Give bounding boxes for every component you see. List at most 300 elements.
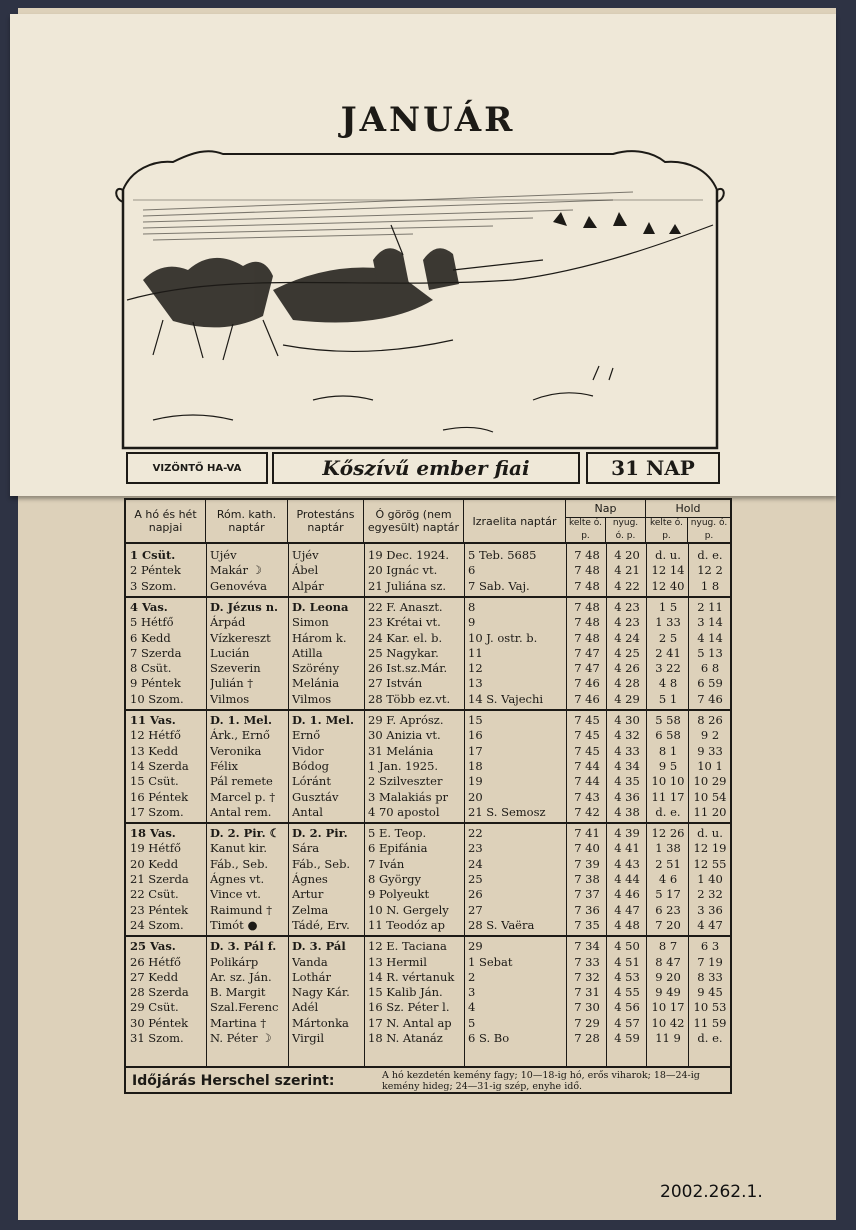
cell-mr: 2 5: [658, 630, 678, 645]
week-divider: [126, 822, 730, 824]
cell-day: 23 Péntek: [130, 902, 189, 917]
cell-jew: 6 S. Bo: [468, 1031, 510, 1045]
cell-rom: Ujév: [210, 548, 237, 562]
cell-jew: 27: [468, 902, 483, 917]
cell-prot: Antal: [292, 804, 323, 819]
cell-rom: Timót ●: [210, 917, 258, 932]
cell-mr: 8 47: [655, 954, 681, 969]
cell-prot: Bódog: [292, 758, 330, 773]
cell-ms: 7 46: [697, 691, 723, 706]
cell-day: 4 Vas.: [130, 599, 168, 614]
cell-sr: 7 34: [574, 939, 600, 954]
cell-ms: 10 53: [693, 1000, 727, 1015]
cell-rom: Vince vt.: [210, 887, 261, 902]
cell-mr: 12 14: [651, 563, 685, 578]
cell-ss: 4 36: [614, 789, 640, 804]
cell-day: 25 Vas.: [130, 939, 176, 954]
cell-day: 17 Szom.: [130, 804, 184, 819]
cell-sr: 7 29: [574, 1015, 600, 1030]
header-day: A hó és hét napjai: [126, 500, 206, 544]
cell-sr: 7 46: [574, 676, 600, 691]
cell-mr: 11 9: [655, 1031, 681, 1045]
cell-ss: 4 50: [614, 939, 640, 954]
cell-day: 15 Csüt.: [130, 774, 179, 789]
cell-jew: 23: [468, 841, 483, 856]
cell-greek: 28 Több ez.vt.: [368, 691, 451, 706]
cell-ss: 4 47: [614, 902, 640, 917]
cell-ss: 4 51: [614, 954, 640, 969]
cell-rom: Ar. sz. Ján.: [210, 969, 272, 984]
cell-ss: 4 39: [614, 826, 640, 841]
cell-ss: 4 24: [614, 630, 640, 645]
cell-ss: 4 41: [614, 841, 640, 856]
table-row: [126, 744, 730, 759]
cell-rom: Árpád: [210, 615, 246, 630]
sleigh-illustration: [113, 130, 727, 452]
cell-ss: 4 25: [614, 645, 640, 660]
cell-sr: 7 30: [574, 1000, 600, 1015]
cell-ss: 4 56: [614, 1000, 640, 1015]
cell-sr: 7 48: [574, 599, 600, 614]
cell-rom: Vízkereszt: [210, 630, 271, 645]
cell-day: 21 Szerda: [130, 872, 189, 886]
cell-greek: 19 Dec. 1924.: [368, 548, 449, 562]
cell-rom: Julián †: [210, 676, 254, 691]
cell-greek: 30 Anizia vt.: [368, 728, 441, 743]
cell-greek: 25 Nagykar.: [368, 645, 439, 660]
cell-ss: 4 28: [614, 676, 640, 691]
cell-ms: 10 1: [697, 758, 723, 773]
cell-day: 8 Csüt.: [130, 661, 172, 676]
cell-mr: 5 58: [655, 713, 681, 727]
header-moonset: nyug. ó. p.: [688, 518, 730, 544]
cell-ms: 4 14: [697, 630, 723, 645]
table-row: [126, 918, 730, 933]
table-row: [126, 713, 730, 728]
cell-rom: Polikárp: [210, 954, 259, 969]
cell-ss: 4 57: [614, 1015, 640, 1030]
cell-rom: Genovéva: [210, 578, 267, 593]
cell-rom: Szeverin: [210, 661, 261, 676]
table-row: [126, 676, 730, 691]
cell-ms: 12 55: [693, 856, 727, 871]
cell-ms: 1 8: [700, 578, 720, 593]
table-row: [126, 887, 730, 902]
cell-rom: Raimund †: [210, 902, 272, 917]
table-row: [126, 1000, 730, 1015]
cell-mr: 10 10: [651, 774, 685, 789]
table-row: [126, 826, 730, 841]
cell-prot: Lothár: [292, 969, 331, 984]
cell-jew: 6: [468, 563, 476, 578]
cell-greek: 6 Epifánia: [368, 841, 428, 856]
table-row: [126, 1016, 730, 1031]
cell-sr: 7 44: [574, 758, 600, 773]
cell-sr: 7 38: [574, 872, 600, 886]
cell-greek: 9 Polyeukt: [368, 887, 430, 902]
cell-jew: 29: [468, 939, 483, 954]
table-row: [126, 1031, 730, 1046]
cell-ms: 4 47: [697, 917, 723, 932]
cell-rom: D. 2. Pir. ☾: [210, 826, 280, 841]
cell-jew: 9: [468, 615, 476, 630]
cell-greek: 13 Hermil: [368, 954, 427, 969]
cell-jew: 16: [468, 728, 483, 743]
cell-prot: Artur: [292, 887, 324, 902]
header-sunset: nyug. ó. p.: [606, 518, 646, 544]
table-row: [126, 841, 730, 856]
cell-mr: 4 8: [658, 676, 678, 691]
cell-ss: 4 35: [614, 774, 640, 789]
cell-greek: 31 Melánia: [368, 743, 434, 758]
cell-mr: 9 5: [658, 758, 678, 773]
cell-day: 18 Vas.: [130, 826, 176, 841]
cell-mr: 10 17: [651, 1000, 685, 1015]
cell-sr: 7 39: [574, 856, 600, 871]
cell-ms: 9 33: [697, 743, 723, 758]
cell-prot: Zelma: [292, 902, 329, 917]
cell-ss: 4 22: [614, 578, 640, 593]
cell-rom: Antal rem.: [210, 804, 272, 819]
cell-greek: 15 Kalib Ján.: [368, 985, 443, 1000]
cell-ms: 2 11: [697, 599, 723, 614]
cell-greek: 14 R. vértanuk: [368, 969, 455, 984]
cell-prot: Vilmos: [292, 691, 332, 706]
cell-ms: d. e.: [697, 548, 723, 562]
cell-prot: Virgil: [292, 1031, 324, 1045]
cell-ms: 11 20: [693, 804, 727, 819]
cell-sr: 7 45: [574, 713, 600, 727]
cell-ss: 4 38: [614, 804, 640, 819]
table-row: [126, 579, 730, 594]
cell-ms: 3 14: [697, 615, 723, 630]
cell-jew: 2: [468, 969, 476, 984]
cell-sr: 7 45: [574, 728, 600, 743]
cell-jew: 1 Sebat: [468, 954, 513, 969]
cell-greek: 17 N. Antal ap: [368, 1015, 452, 1030]
cell-jew: 25: [468, 872, 483, 886]
cell-mr: 1 33: [655, 615, 681, 630]
cell-rom: Marcel p. †: [210, 789, 276, 804]
cell-sr: 7 45: [574, 743, 600, 758]
cell-day: 19 Hétfő: [130, 841, 181, 856]
cell-day: 27 Kedd: [130, 969, 179, 984]
cell-day: 26 Hétfő: [130, 954, 181, 969]
cell-greek: 2 Szilveszter: [368, 774, 443, 789]
cell-sr: 7 36: [574, 902, 600, 917]
calendar-table: [124, 498, 732, 1094]
cell-ss: 4 23: [614, 615, 640, 630]
cell-rom: Fáb., Seb.: [210, 856, 269, 871]
cell-day: 10 Szom.: [130, 691, 184, 706]
cell-day: 6 Kedd: [130, 630, 171, 645]
cell-day: 24 Szom.: [130, 917, 184, 932]
cell-rom: Árk., Ernő: [210, 728, 270, 743]
cell-mr: 2 51: [655, 856, 681, 871]
cell-jew: 19: [468, 774, 483, 789]
cell-ms: 9 2: [700, 728, 720, 743]
cell-day: 12 Hétfő: [130, 728, 181, 743]
cell-sr: 7 42: [574, 804, 600, 819]
cell-ss: 4 32: [614, 728, 640, 743]
cell-day: 30 Péntek: [130, 1015, 189, 1030]
cell-mr: 8 1: [658, 743, 678, 758]
cell-mr: d. e.: [655, 804, 681, 819]
cell-ms: 6 8: [700, 661, 720, 676]
table-row: [126, 563, 730, 578]
cell-sr: 7 48: [574, 578, 600, 593]
cell-ms: 10 54: [693, 789, 727, 804]
cell-prot: Ábel: [292, 563, 319, 578]
month-title: JANUÁR: [340, 100, 516, 140]
table-row: [126, 955, 730, 970]
cell-jew: 4: [468, 1000, 476, 1015]
week-divider: [126, 709, 730, 711]
cell-ms: 6 59: [697, 676, 723, 691]
cell-ss: 4 43: [614, 856, 640, 871]
cell-mr: 2 41: [655, 645, 681, 660]
cell-greek: 3 Malakiás pr: [368, 789, 449, 804]
cell-ms: 12 19: [693, 841, 727, 856]
table-row: [126, 970, 730, 985]
cell-jew: 15: [468, 713, 483, 727]
cell-ms: 8 26: [697, 713, 723, 727]
cell-ms: 3 36: [697, 902, 723, 917]
cell-rom: Makár ☽: [210, 563, 262, 578]
cell-sr: 7 47: [574, 661, 600, 676]
cell-prot: Tádé, Erv.: [292, 917, 350, 932]
cell-greek: 1 Jan. 1925.: [368, 758, 439, 773]
cell-rom: Martina †: [210, 1015, 267, 1030]
cell-rom: Vilmos: [210, 691, 250, 706]
cell-greek: 11 Teodóz ap: [368, 917, 446, 932]
table-row: [126, 805, 730, 820]
cell-mr: 10 42: [651, 1015, 685, 1030]
cell-jew: 17: [468, 743, 483, 758]
cell-jew: 20: [468, 789, 483, 804]
header-moon: Hold: [646, 500, 730, 518]
cell-prot: Ernő: [292, 728, 321, 743]
cell-greek: 5 E. Teop.: [368, 826, 427, 841]
cell-day: 28 Szerda: [130, 985, 189, 1000]
cell-ss: 4 44: [614, 872, 640, 886]
weather-title: Időjárás Herschel szerint:: [132, 1073, 335, 1089]
cell-ms: 9 45: [697, 985, 723, 1000]
cell-sr: 7 31: [574, 985, 600, 1000]
cell-greek: 12 E. Taciana: [368, 939, 447, 954]
table-row: [126, 790, 730, 805]
cell-sr: 7 46: [574, 691, 600, 706]
cell-greek: 22 F. Anaszt.: [368, 599, 443, 614]
table-row: [126, 759, 730, 774]
cell-rom: Ágnes vt.: [210, 872, 265, 886]
cell-prot: Lóránt: [292, 774, 331, 789]
cell-day: 7 Szerda: [130, 645, 182, 660]
cell-ss: 4 59: [614, 1031, 640, 1045]
motto-banner: Kőszívű ember fiai: [272, 452, 580, 484]
cell-sr: 7 47: [574, 645, 600, 660]
cell-ss: 4 46: [614, 887, 640, 902]
cell-mr: 1 38: [655, 841, 681, 856]
cell-sr: 7 41: [574, 826, 600, 841]
cell-prot: D. 3. Pál: [292, 939, 346, 954]
cell-prot: Vanda: [292, 954, 328, 969]
cell-greek: 16 Sz. Péter l.: [368, 1000, 450, 1015]
cell-mr: 5 17: [655, 887, 681, 902]
table-row: [126, 661, 730, 676]
cell-rom: D. 3. Pál f.: [210, 939, 277, 954]
table-row: [126, 692, 730, 707]
header-roman-catholic: Róm. kath. naptár: [206, 500, 288, 544]
cell-jew: 5: [468, 1015, 476, 1030]
cell-mr: 12 26: [651, 826, 685, 841]
cell-ss: 4 30: [614, 713, 640, 727]
cell-prot: Gusztáv: [292, 789, 339, 804]
cell-rom: D. Jézus n.: [210, 599, 279, 614]
cell-day: 11 Vas.: [130, 713, 176, 727]
cell-sr: 7 48: [574, 548, 600, 562]
header-jewish: Izraelita naptár: [464, 500, 566, 544]
table-row: [126, 939, 730, 954]
cell-day: 29 Csüt.: [130, 1000, 179, 1015]
cell-ms: 1 40: [697, 872, 723, 886]
table-row: [126, 985, 730, 1000]
cell-sr: 7 48: [574, 615, 600, 630]
cell-jew: 12: [468, 661, 483, 676]
header-moonrise: kelte ó. p.: [646, 518, 688, 544]
cell-jew: 10 J. ostr. b.: [468, 630, 538, 645]
cell-day: 16 Péntek: [130, 789, 189, 804]
cell-rom: Szal.Ferenc: [210, 1000, 279, 1015]
cell-prot: Ujév: [292, 548, 319, 562]
cell-day: 1 Csüt.: [130, 548, 176, 562]
cell-prot: Alpár: [292, 578, 324, 593]
cell-prot: Mártonka: [292, 1015, 349, 1030]
table-row: [126, 631, 730, 646]
cell-day: 14 Szerda: [130, 758, 189, 773]
cell-day: 2 Péntek: [130, 563, 181, 578]
cell-prot: D. 2. Pir.: [292, 826, 348, 841]
cell-prot: Három k.: [292, 630, 347, 645]
cell-mr: 12 40: [651, 578, 685, 593]
cell-day: 20 Kedd: [130, 856, 179, 871]
cell-greek: 20 Ignác vt.: [368, 563, 438, 578]
table-row: [126, 728, 730, 743]
cell-rom: Veronika: [210, 743, 262, 758]
cell-sr: 7 40: [574, 841, 600, 856]
cell-ms: 5 13: [697, 645, 723, 660]
cell-mr: 6 23: [655, 902, 681, 917]
cell-ms: 6 3: [700, 939, 720, 954]
cell-sr: 7 35: [574, 917, 600, 932]
header-greek: Ó görög (nem egyesült) naptár: [364, 500, 464, 544]
table-row: [126, 615, 730, 630]
cell-greek: 29 F. Aprósz.: [368, 713, 444, 727]
cell-jew: 8: [468, 599, 476, 614]
cell-prot: Nagy Kár.: [292, 985, 350, 1000]
cell-ss: 4 53: [614, 969, 640, 984]
cell-day: 9 Péntek: [130, 676, 181, 691]
cell-rom: Pál remete: [210, 774, 273, 789]
cell-jew: 5 Teb. 5685: [468, 548, 537, 562]
cell-mr: 1 5: [658, 599, 678, 614]
table-row: [126, 903, 730, 918]
cell-ss: 4 48: [614, 917, 640, 932]
cell-prot: Melánia: [292, 676, 340, 691]
cell-day: 31 Szom.: [130, 1031, 184, 1045]
cell-ms: 2 32: [697, 887, 723, 902]
cell-rom: N. Péter ☽: [210, 1031, 272, 1045]
cell-ms: d. e.: [697, 1031, 723, 1045]
cell-ss: 4 34: [614, 758, 640, 773]
days-count-banner: 31 NAP: [586, 452, 720, 484]
cell-greek: 18 N. Atanáz: [368, 1031, 443, 1045]
week-divider: [126, 596, 730, 598]
cell-ms: 10 29: [693, 774, 727, 789]
cell-mr: 7 20: [655, 917, 681, 932]
cell-sr: 7 32: [574, 969, 600, 984]
cell-mr: 9 49: [655, 985, 681, 1000]
week-divider: [126, 935, 730, 937]
cell-rom: B. Margit: [210, 985, 266, 1000]
cell-greek: 23 Krétai vt.: [368, 615, 441, 630]
weather-footer: [126, 1066, 730, 1094]
cell-ss: 4 26: [614, 661, 640, 676]
cell-rom: Félix: [210, 758, 238, 773]
cell-sr: 7 33: [574, 954, 600, 969]
zodiac-banner: VIZÖNTŐ HA-VA: [126, 452, 268, 484]
table-row: [126, 646, 730, 661]
cell-rom: Lucián: [210, 645, 250, 660]
cell-sr: 7 43: [574, 789, 600, 804]
cell-ss: 4 23: [614, 599, 640, 614]
cell-prot: Atilla: [292, 645, 323, 660]
cell-day: 13 Kedd: [130, 743, 179, 758]
cell-ms: 12 2: [697, 563, 723, 578]
cell-ms: 11 59: [693, 1015, 727, 1030]
table-row: [126, 872, 730, 887]
cell-mr: 4 6: [658, 872, 678, 886]
cell-sr: 7 48: [574, 630, 600, 645]
cell-jew: 14 S. Vajechi: [468, 691, 544, 706]
cell-ss: 4 21: [614, 563, 640, 578]
cell-jew: 7 Sab. Vaj.: [468, 578, 530, 593]
cell-day: 5 Hétfő: [130, 615, 174, 630]
cell-mr: 8 7: [658, 939, 678, 954]
cell-jew: 28 S. Vaëra: [468, 917, 535, 932]
cell-jew: 18: [468, 758, 483, 773]
cell-mr: 5 1: [658, 691, 678, 706]
cell-jew: 13: [468, 676, 483, 691]
cell-day: 3 Szom.: [130, 578, 177, 593]
cell-mr: 3 22: [655, 661, 681, 676]
cell-prot: Szörény: [292, 661, 340, 676]
cell-jew: 22: [468, 826, 483, 841]
cell-jew: 26: [468, 887, 483, 902]
cell-jew: 24: [468, 856, 483, 871]
cell-ms: 8 33: [697, 969, 723, 984]
cell-ss: 4 55: [614, 985, 640, 1000]
cell-jew: 3: [468, 985, 476, 1000]
cell-mr: d. u.: [655, 548, 681, 562]
cell-greek: 21 Juliána sz.: [368, 578, 447, 593]
cell-prot: D. Leona: [292, 599, 349, 614]
cell-day: 22 Csüt.: [130, 887, 179, 902]
weather-text: A hó kezdetén kemény fagy; 10—18-ig hó, erős viharok; 18—24-ig kemény hideg; 24—31-ig szép, enyhe idő.: [382, 1070, 700, 1092]
cell-greek: 8 György: [368, 872, 421, 886]
cell-sr: 7 44: [574, 774, 600, 789]
header-sun: Nap: [566, 500, 646, 518]
